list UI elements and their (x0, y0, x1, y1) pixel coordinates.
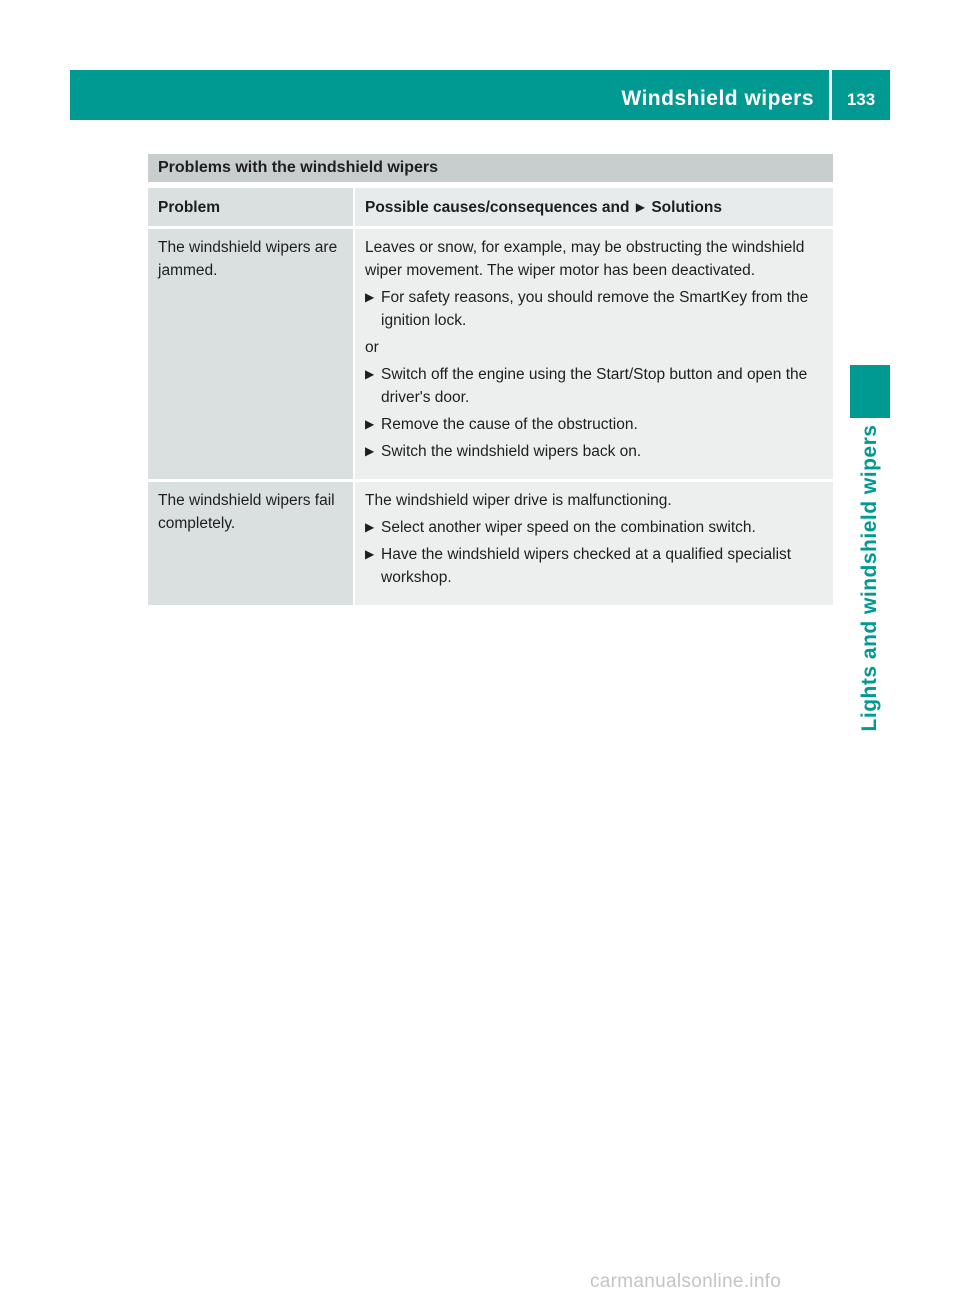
solution-cell (354, 228, 833, 481)
section-title: Windshield wipers (621, 87, 814, 110)
solution-step-text: Switch the windshield wipers back on. (381, 443, 642, 460)
play-arrow-icon: ▶ (365, 444, 375, 458)
play-arrow-icon: ▶ (635, 200, 646, 214)
solution-step (365, 286, 825, 332)
solution-cell (354, 481, 833, 606)
problems-grid (148, 188, 833, 605)
solution-step (365, 516, 825, 539)
play-arrow-icon: ▶ (365, 417, 375, 431)
column-header-solutions-prefix: Possible causes/consequences and (365, 199, 630, 216)
alternative-separator: or (365, 339, 379, 356)
solution-step-text: Switch off the engine using the Start/Stop button and open the driver's door. (381, 366, 808, 406)
solution-step (365, 543, 825, 589)
solution-step (365, 413, 825, 436)
table-row (148, 228, 833, 481)
column-header-problem: Problem (148, 188, 354, 228)
solution-step (365, 440, 825, 463)
column-header-solutions (354, 188, 833, 228)
table-title: Problems with the windshield wipers (148, 154, 833, 182)
watermark: carmanualsonline.info (590, 1271, 782, 1292)
chapter-tab-marker (850, 365, 890, 418)
chapter-label: Lights and windshield wipers (858, 424, 881, 732)
play-arrow-icon: ▶ (365, 290, 375, 304)
solution-step-text: Select another wiper speed on the combination switch. (381, 519, 756, 536)
problems-table (148, 154, 833, 605)
play-arrow-icon: ▶ (365, 547, 375, 561)
play-arrow-icon: ▶ (365, 520, 375, 534)
solution-step-text: Have the windshield wipers checked at a qualified specialist workshop. (381, 546, 792, 586)
play-arrow-icon: ▶ (365, 367, 375, 381)
solution-step (365, 363, 825, 409)
table-row (148, 481, 833, 606)
page-number: 133 (846, 90, 876, 109)
header-bar (70, 70, 890, 120)
problem-cell: The windshield wipers fail completely. (148, 481, 354, 606)
problem-cell: The windshield wipers are jammed. (148, 228, 354, 481)
solution-step-text: Remove the cause of the obstruction. (381, 416, 638, 433)
column-header-solutions-suffix: Solutions (651, 199, 722, 216)
solution-step-text: For safety reasons, you should remove the SmartKey from the ignition lock. (381, 289, 809, 329)
cause-description: The windshield wiper drive is malfunctioning. (365, 492, 672, 509)
cause-description: Leaves or snow, for example, may be obstructing the windshield wiper movement. The wiper motor has been deactivated. (365, 239, 805, 279)
table-header-row (148, 188, 833, 228)
